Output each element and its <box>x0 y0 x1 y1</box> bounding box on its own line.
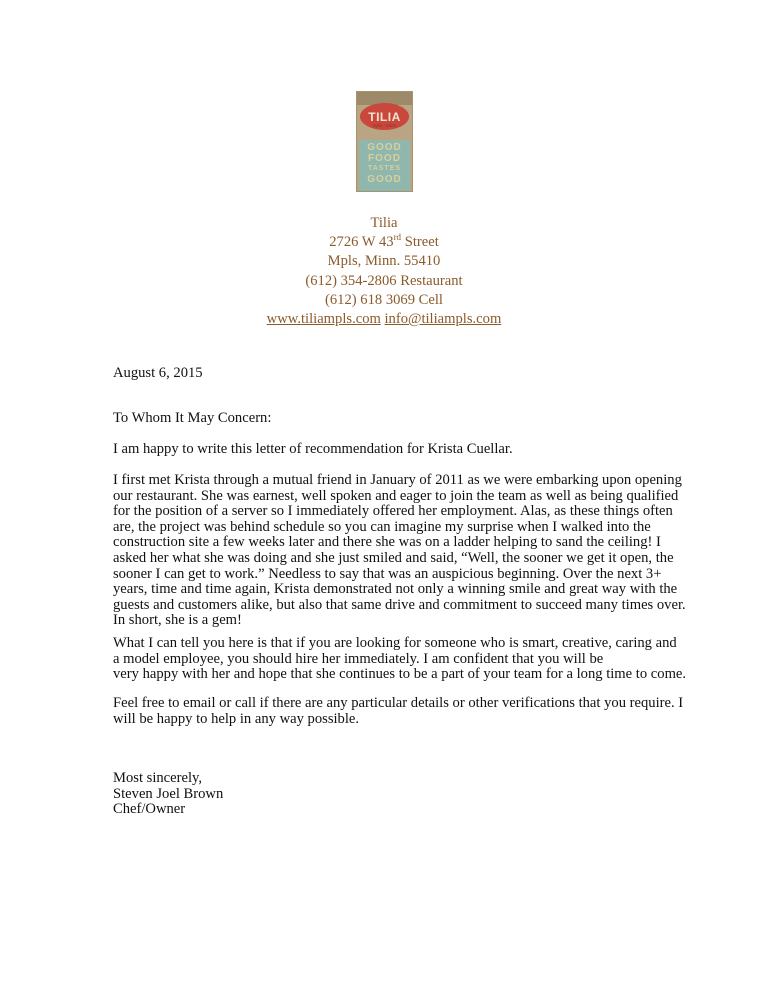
paragraph-line: are, the project was behind schedule so you can imagine my surprise when I walked into the <box>113 518 651 535</box>
signer-title: Chef/Owner <box>113 801 186 818</box>
paragraph-line: sooner I can get to work.” Needless to say that was an auspicious beginning. Over the next 3+ <box>113 565 662 582</box>
logo-word: GOOD <box>367 142 402 153</box>
letterhead-links <box>0 310 768 329</box>
paragraph-line: guests and customers alike, but also that same drive and commitment to succeed many times over. <box>113 596 686 613</box>
paragraph-line: our restaurant. She was earnest, well spoken and eager to join the team as well as being qualified <box>113 487 679 504</box>
signer-name: Steven Joel Brown <box>113 785 224 802</box>
logo-word: TASTES <box>367 165 402 172</box>
paragraph-line: asked her what she was doing and she just smiled and said, “Well, the sooner we get it open, the <box>113 549 674 566</box>
body-paragraph-2 <box>113 635 687 683</box>
street-ordinal: rd <box>393 232 402 243</box>
restaurant-logo <box>356 91 413 192</box>
logo-word: FOOD <box>368 153 401 164</box>
letterhead-street <box>0 233 768 252</box>
paragraph-line: What I can tell you here is that if you are looking for someone who is smart, creative, caring and <box>113 635 677 651</box>
salutation: To Whom It May Concern: <box>113 410 272 426</box>
paragraph-line: Feel free to email or call if there are any particular details or other verifications that you require. I <box>113 695 684 711</box>
paragraph-line: construction site a few weeks later and there she was on a ladder helping to sand the ceiling! I <box>113 534 661 551</box>
body-paragraph-3 <box>113 695 684 727</box>
paragraph-line: I first met Krista through a mutual friend in January of 2011 as we were embarking upon opening <box>113 472 682 488</box>
letterhead-phone-restaurant: (612) 354-2806 Restaurant <box>305 272 463 289</box>
letterhead-name: Tilia <box>370 215 398 231</box>
website-link[interactable]: www.tiliampls.com <box>266 311 381 328</box>
paragraph-line: very happy with her and hope that she continues to be a part of your team for a long time to come. <box>113 666 687 683</box>
paragraph-line: years, time and time again, Krista demonstrated not only a winning smile and great way with the <box>113 581 678 598</box>
letter-date: August 6, 2015 <box>113 365 203 381</box>
email-link[interactable]: info@tiliampls.com <box>384 311 502 328</box>
closing: Most sincerely, <box>113 770 203 786</box>
signature-block <box>113 771 658 818</box>
letterhead <box>0 214 768 329</box>
street-number: 2726 W 43 <box>329 234 394 251</box>
letterhead-phone-cell: (612) 618 3069 Cell <box>325 291 443 308</box>
logo-name: TILIA <box>368 109 401 124</box>
paragraph-line: for the position of a server so I immediately offered her employment. Alas, as these things often <box>113 503 673 520</box>
paragraph-line: a model employee, you should hire her immediately. I am confident that you will be <box>113 650 604 667</box>
street-suffix: Street <box>401 234 439 251</box>
logo-word: GOOD <box>367 174 402 185</box>
letterhead-city: Mpls, Minn. 55410 <box>327 253 441 270</box>
logo-script: mpls · minn <box>372 124 397 129</box>
paragraph-line: will be happy to help in any way possible. <box>113 710 360 727</box>
body-paragraph-1 <box>113 472 686 629</box>
intro-paragraph: I am happy to write this letter of recommendation for Krista Cuellar. <box>113 441 513 457</box>
paragraph-line: In short, she is a gem! <box>113 612 242 629</box>
